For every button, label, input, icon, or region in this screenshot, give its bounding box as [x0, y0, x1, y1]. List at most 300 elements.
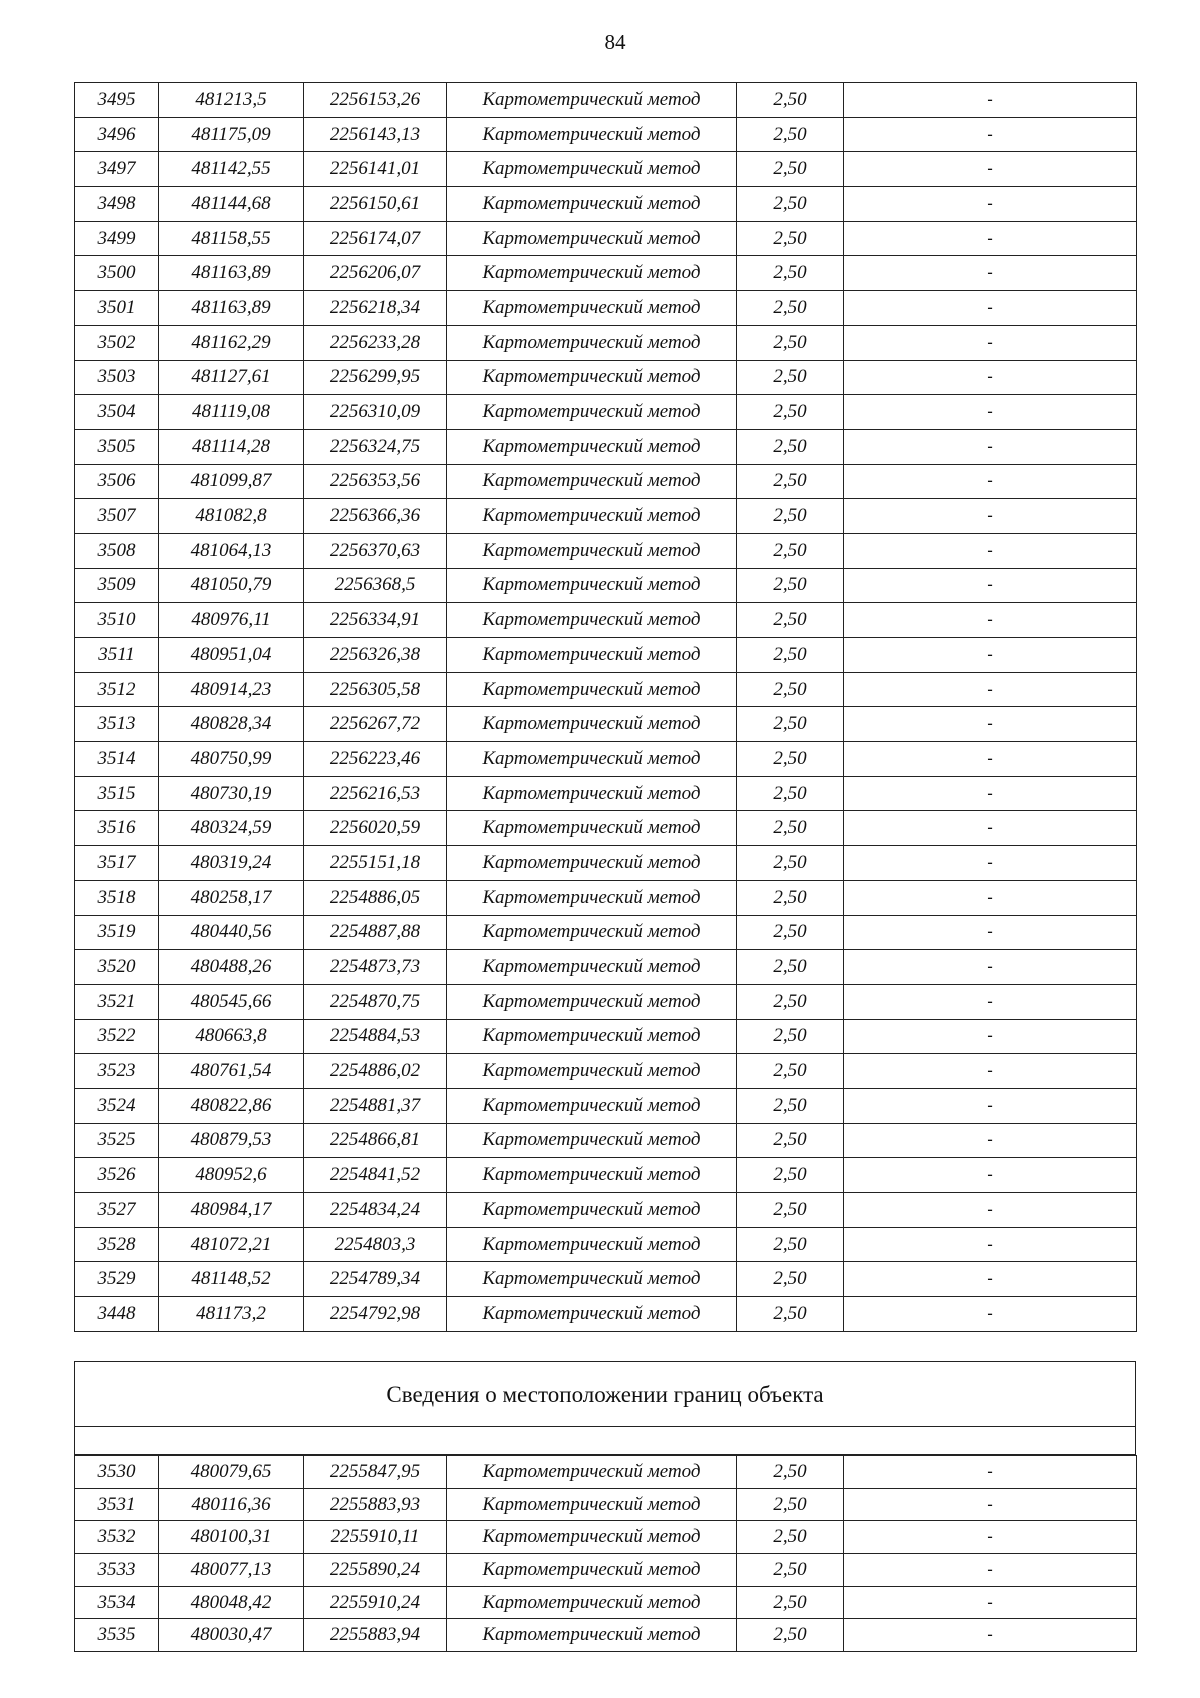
y-coordinate-cell: 2254792,98: [304, 1297, 447, 1332]
x-coordinate-cell: 480440,56: [159, 915, 304, 950]
accuracy-cell: 2,50: [737, 811, 844, 846]
note-cell: -: [844, 1488, 1137, 1521]
note-cell: -: [844, 1297, 1137, 1332]
coordinates-table-second: [74, 1455, 1137, 1652]
method-cell: Картометрический метод: [447, 811, 737, 846]
method-cell: Картометрический метод: [447, 950, 737, 985]
note-cell: -: [844, 464, 1137, 499]
x-coordinate-cell: 480116,36: [159, 1488, 304, 1521]
x-coordinate-cell: 480048,42: [159, 1586, 304, 1619]
accuracy-cell: 2,50: [737, 1619, 844, 1652]
y-coordinate-cell: 2254870,75: [304, 984, 447, 1019]
point-number-cell: 3500: [75, 256, 159, 291]
table-row: [75, 1262, 1137, 1297]
y-coordinate-cell: 2256223,46: [304, 742, 447, 777]
x-coordinate-cell: 480488,26: [159, 950, 304, 985]
note-cell: -: [844, 187, 1137, 222]
method-cell: Картометрический метод: [447, 429, 737, 464]
x-coordinate-cell: 481142,55: [159, 152, 304, 187]
accuracy-cell: 2,50: [737, 429, 844, 464]
coordinates-table: [74, 82, 1137, 1332]
accuracy-cell: 2,50: [737, 984, 844, 1019]
x-coordinate-cell: 481162,29: [159, 325, 304, 360]
accuracy-cell: 2,50: [737, 291, 844, 326]
accuracy-cell: 2,50: [737, 915, 844, 950]
point-number-cell: 3529: [75, 1262, 159, 1297]
note-cell: -: [844, 638, 1137, 673]
method-cell: Картометрический метод: [447, 1297, 737, 1332]
page-number: 84: [604, 30, 626, 54]
table-row: [75, 846, 1137, 881]
y-coordinate-cell: 2256305,58: [304, 672, 447, 707]
table-row: [75, 880, 1137, 915]
note-cell: -: [844, 1619, 1137, 1652]
y-coordinate-cell: 2254886,05: [304, 880, 447, 915]
note-cell: -: [844, 811, 1137, 846]
accuracy-cell: 2,50: [737, 1488, 844, 1521]
y-coordinate-cell: 2256366,36: [304, 499, 447, 534]
accuracy-cell: 2,50: [737, 1193, 844, 1228]
x-coordinate-cell: 481144,68: [159, 187, 304, 222]
y-coordinate-cell: 2256324,75: [304, 429, 447, 464]
table-row: [75, 83, 1137, 118]
note-cell: -: [844, 1227, 1137, 1262]
table-row: [75, 117, 1137, 152]
note-cell: -: [844, 221, 1137, 256]
y-coordinate-cell: 2254834,24: [304, 1193, 447, 1228]
note-cell: -: [844, 325, 1137, 360]
accuracy-cell: 2,50: [737, 1554, 844, 1587]
accuracy-cell: 2,50: [737, 256, 844, 291]
note-cell: -: [844, 1054, 1137, 1089]
accuracy-cell: 2,50: [737, 464, 844, 499]
y-coordinate-cell: 2256368,5: [304, 568, 447, 603]
accuracy-cell: 2,50: [737, 1586, 844, 1619]
y-coordinate-cell: 2256218,34: [304, 291, 447, 326]
point-number-cell: 3516: [75, 811, 159, 846]
x-coordinate-cell: 480258,17: [159, 880, 304, 915]
method-cell: Картометрический метод: [447, 846, 737, 881]
y-coordinate-cell: 2256020,59: [304, 811, 447, 846]
method-cell: Картометрический метод: [447, 1586, 737, 1619]
note-cell: -: [844, 1262, 1137, 1297]
method-cell: Картометрический метод: [447, 603, 737, 638]
method-cell: Картометрический метод: [447, 464, 737, 499]
section-subheader-divider: [75, 1426, 1135, 1427]
point-number-cell: 3509: [75, 568, 159, 603]
x-coordinate-cell: 481050,79: [159, 568, 304, 603]
note-cell: -: [844, 533, 1137, 568]
x-coordinate-cell: 480730,19: [159, 776, 304, 811]
accuracy-cell: 2,50: [737, 1262, 844, 1297]
accuracy-cell: 2,50: [737, 776, 844, 811]
table-row: [75, 1088, 1137, 1123]
x-coordinate-cell: 480879,53: [159, 1123, 304, 1158]
table-row: [75, 395, 1137, 430]
x-coordinate-cell: 481114,28: [159, 429, 304, 464]
y-coordinate-cell: 2256174,07: [304, 221, 447, 256]
method-cell: Картометрический метод: [447, 1456, 737, 1489]
accuracy-cell: 2,50: [737, 568, 844, 603]
y-coordinate-cell: 2255890,24: [304, 1554, 447, 1587]
method-cell: Картометрический метод: [447, 1158, 737, 1193]
method-cell: Картометрический метод: [447, 117, 737, 152]
point-number-cell: 3504: [75, 395, 159, 430]
note-cell: -: [844, 1088, 1137, 1123]
table-row: [75, 1456, 1137, 1489]
coordinates-table-second-body: [75, 1456, 1137, 1652]
method-cell: Картометрический метод: [447, 395, 737, 430]
point-number-cell: 3515: [75, 776, 159, 811]
accuracy-cell: 2,50: [737, 1521, 844, 1554]
table-row: [75, 672, 1137, 707]
accuracy-cell: 2,50: [737, 1227, 844, 1262]
x-coordinate-cell: 480951,04: [159, 638, 304, 673]
method-cell: Картометрический метод: [447, 1193, 737, 1228]
accuracy-cell: 2,50: [737, 1088, 844, 1123]
x-coordinate-cell: 480976,11: [159, 603, 304, 638]
method-cell: Картометрический метод: [447, 325, 737, 360]
note-cell: -: [844, 1554, 1137, 1587]
method-cell: Картометрический метод: [447, 1054, 737, 1089]
x-coordinate-cell: 480319,24: [159, 846, 304, 881]
method-cell: Картометрический метод: [447, 984, 737, 1019]
y-coordinate-cell: 2256150,61: [304, 187, 447, 222]
x-coordinate-cell: 481213,5: [159, 83, 304, 118]
point-number-cell: 3522: [75, 1019, 159, 1054]
table-row: [75, 1521, 1137, 1554]
method-cell: Картометрический метод: [447, 1123, 737, 1158]
point-number-cell: 3535: [75, 1619, 159, 1652]
point-number-cell: 3499: [75, 221, 159, 256]
note-cell: -: [844, 1158, 1137, 1193]
method-cell: Картометрический метод: [447, 707, 737, 742]
accuracy-cell: 2,50: [737, 325, 844, 360]
table-row: [75, 638, 1137, 673]
point-number-cell: 3532: [75, 1521, 159, 1554]
y-coordinate-cell: 2256310,09: [304, 395, 447, 430]
y-coordinate-cell: 2256233,28: [304, 325, 447, 360]
table-row: [75, 1054, 1137, 1089]
point-number-cell: 3513: [75, 707, 159, 742]
y-coordinate-cell: 2254873,73: [304, 950, 447, 985]
point-number-cell: 3514: [75, 742, 159, 777]
y-coordinate-cell: 2254887,88: [304, 915, 447, 950]
method-cell: Картометрический метод: [447, 360, 737, 395]
point-number-cell: 3503: [75, 360, 159, 395]
point-number-cell: 3518: [75, 880, 159, 915]
method-cell: Картометрический метод: [447, 1019, 737, 1054]
x-coordinate-cell: 480984,17: [159, 1193, 304, 1228]
point-number-cell: 3506: [75, 464, 159, 499]
note-cell: -: [844, 499, 1137, 534]
table-row: [75, 360, 1137, 395]
point-number-cell: 3528: [75, 1227, 159, 1262]
note-cell: -: [844, 742, 1137, 777]
x-coordinate-cell: 481127,61: [159, 360, 304, 395]
table-row: [75, 1019, 1137, 1054]
method-cell: Картометрический метод: [447, 533, 737, 568]
table-row: [75, 603, 1137, 638]
accuracy-cell: 2,50: [737, 846, 844, 881]
note-cell: -: [844, 395, 1137, 430]
method-cell: Картометрический метод: [447, 1521, 737, 1554]
note-cell: -: [844, 1193, 1137, 1228]
method-cell: Картометрический метод: [447, 638, 737, 673]
accuracy-cell: 2,50: [737, 117, 844, 152]
note-cell: -: [844, 429, 1137, 464]
y-coordinate-cell: 2254803,3: [304, 1227, 447, 1262]
point-number-cell: 3502: [75, 325, 159, 360]
accuracy-cell: 2,50: [737, 1054, 844, 1089]
method-cell: Картометрический метод: [447, 742, 737, 777]
note-cell: -: [844, 291, 1137, 326]
method-cell: Картометрический метод: [447, 915, 737, 950]
accuracy-cell: 2,50: [737, 672, 844, 707]
method-cell: Картометрический метод: [447, 672, 737, 707]
x-coordinate-cell: 481158,55: [159, 221, 304, 256]
x-coordinate-cell: 481099,87: [159, 464, 304, 499]
accuracy-cell: 2,50: [737, 707, 844, 742]
x-coordinate-cell: 480822,86: [159, 1088, 304, 1123]
accuracy-cell: 2,50: [737, 152, 844, 187]
point-number-cell: 3507: [75, 499, 159, 534]
accuracy-cell: 2,50: [737, 187, 844, 222]
note-cell: -: [844, 1521, 1137, 1554]
x-coordinate-cell: 481163,89: [159, 256, 304, 291]
x-coordinate-cell: 480952,6: [159, 1158, 304, 1193]
method-cell: Картометрический метод: [447, 880, 737, 915]
table-row: [75, 1297, 1137, 1332]
y-coordinate-cell: 2256370,63: [304, 533, 447, 568]
point-number-cell: 3498: [75, 187, 159, 222]
table-row: [75, 1227, 1137, 1262]
y-coordinate-cell: 2255847,95: [304, 1456, 447, 1489]
accuracy-cell: 2,50: [737, 880, 844, 915]
method-cell: Картометрический метод: [447, 256, 737, 291]
point-number-cell: 3531: [75, 1488, 159, 1521]
method-cell: Картометрический метод: [447, 83, 737, 118]
point-number-cell: 3525: [75, 1123, 159, 1158]
section-header: [74, 1361, 1136, 1455]
x-coordinate-cell: 481148,52: [159, 1262, 304, 1297]
note-cell: -: [844, 672, 1137, 707]
table-row: [75, 325, 1137, 360]
y-coordinate-cell: 2254789,34: [304, 1262, 447, 1297]
method-cell: Картометрический метод: [447, 1488, 737, 1521]
coordinates-table-body: [75, 83, 1137, 1332]
point-number-cell: 3534: [75, 1586, 159, 1619]
y-coordinate-cell: 2254866,81: [304, 1123, 447, 1158]
accuracy-cell: 2,50: [737, 395, 844, 430]
table-row: [75, 915, 1137, 950]
y-coordinate-cell: 2256334,91: [304, 603, 447, 638]
x-coordinate-cell: 480545,66: [159, 984, 304, 1019]
table-row: [75, 742, 1137, 777]
table-row: [75, 1158, 1137, 1193]
point-number-cell: 3530: [75, 1456, 159, 1489]
point-number-cell: 3524: [75, 1088, 159, 1123]
point-number-cell: 3523: [75, 1054, 159, 1089]
table-row: [75, 221, 1137, 256]
y-coordinate-cell: 2256216,53: [304, 776, 447, 811]
y-coordinate-cell: 2256267,72: [304, 707, 447, 742]
point-number-cell: 3501: [75, 291, 159, 326]
point-number-cell: 3448: [75, 1297, 159, 1332]
x-coordinate-cell: 480079,65: [159, 1456, 304, 1489]
y-coordinate-cell: 2255883,93: [304, 1488, 447, 1521]
x-coordinate-cell: 480100,31: [159, 1521, 304, 1554]
point-number-cell: 3512: [75, 672, 159, 707]
note-cell: -: [844, 950, 1137, 985]
point-number-cell: 3533: [75, 1554, 159, 1587]
x-coordinate-cell: 481175,09: [159, 117, 304, 152]
note-cell: -: [844, 152, 1137, 187]
table-row: [75, 256, 1137, 291]
point-number-cell: 3510: [75, 603, 159, 638]
accuracy-cell: 2,50: [737, 1158, 844, 1193]
y-coordinate-cell: 2254881,37: [304, 1088, 447, 1123]
note-cell: -: [844, 568, 1137, 603]
y-coordinate-cell: 2255910,24: [304, 1586, 447, 1619]
method-cell: Картометрический метод: [447, 1554, 737, 1587]
accuracy-cell: 2,50: [737, 1019, 844, 1054]
table-row: [75, 1619, 1137, 1652]
point-number-cell: 3505: [75, 429, 159, 464]
y-coordinate-cell: 2256141,01: [304, 152, 447, 187]
note-cell: -: [844, 1456, 1137, 1489]
y-coordinate-cell: 2256326,38: [304, 638, 447, 673]
table-row: [75, 291, 1137, 326]
method-cell: Картометрический метод: [447, 1227, 737, 1262]
x-coordinate-cell: 481119,08: [159, 395, 304, 430]
accuracy-cell: 2,50: [737, 603, 844, 638]
note-cell: -: [844, 117, 1137, 152]
table-row: [75, 464, 1137, 499]
table-row: [75, 152, 1137, 187]
method-cell: Картометрический метод: [447, 152, 737, 187]
x-coordinate-cell: 481064,13: [159, 533, 304, 568]
method-cell: Картометрический метод: [447, 187, 737, 222]
x-coordinate-cell: 480750,99: [159, 742, 304, 777]
table-row: [75, 499, 1137, 534]
table-row: [75, 429, 1137, 464]
x-coordinate-cell: 480828,34: [159, 707, 304, 742]
method-cell: Картометрический метод: [447, 291, 737, 326]
accuracy-cell: 2,50: [737, 83, 844, 118]
accuracy-cell: 2,50: [737, 638, 844, 673]
point-number-cell: 3495: [75, 83, 159, 118]
point-number-cell: 3521: [75, 984, 159, 1019]
x-coordinate-cell: 481163,89: [159, 291, 304, 326]
method-cell: Картометрический метод: [447, 1088, 737, 1123]
y-coordinate-cell: 2256206,07: [304, 256, 447, 291]
y-coordinate-cell: 2255910,11: [304, 1521, 447, 1554]
method-cell: Картометрический метод: [447, 568, 737, 603]
y-coordinate-cell: 2254886,02: [304, 1054, 447, 1089]
y-coordinate-cell: 2254841,52: [304, 1158, 447, 1193]
x-coordinate-cell: 480030,47: [159, 1619, 304, 1652]
note-cell: -: [844, 256, 1137, 291]
method-cell: Картометрический метод: [447, 1262, 737, 1297]
accuracy-cell: 2,50: [737, 1456, 844, 1489]
x-coordinate-cell: 480324,59: [159, 811, 304, 846]
method-cell: Картометрический метод: [447, 776, 737, 811]
table-row: [75, 187, 1137, 222]
point-number-cell: 3508: [75, 533, 159, 568]
point-number-cell: 3519: [75, 915, 159, 950]
note-cell: -: [844, 83, 1137, 118]
note-cell: -: [844, 1586, 1137, 1619]
table-row: [75, 533, 1137, 568]
accuracy-cell: 2,50: [737, 221, 844, 256]
table-row: [75, 1123, 1137, 1158]
y-coordinate-cell: 2256143,13: [304, 117, 447, 152]
point-number-cell: 3496: [75, 117, 159, 152]
point-number-cell: 3497: [75, 152, 159, 187]
accuracy-cell: 2,50: [737, 533, 844, 568]
method-cell: Картометрический метод: [447, 1619, 737, 1652]
note-cell: -: [844, 776, 1137, 811]
note-cell: -: [844, 360, 1137, 395]
accuracy-cell: 2,50: [737, 1297, 844, 1332]
table-row: [75, 1586, 1137, 1619]
note-cell: -: [844, 1123, 1137, 1158]
note-cell: -: [844, 846, 1137, 881]
table-row: [75, 707, 1137, 742]
note-cell: -: [844, 1019, 1137, 1054]
table-row: [75, 1554, 1137, 1587]
note-cell: -: [844, 880, 1137, 915]
table-row: [75, 950, 1137, 985]
accuracy-cell: 2,50: [737, 950, 844, 985]
x-coordinate-cell: 480663,8: [159, 1019, 304, 1054]
method-cell: Картометрический метод: [447, 221, 737, 256]
x-coordinate-cell: 481072,21: [159, 1227, 304, 1262]
y-coordinate-cell: 2255883,94: [304, 1619, 447, 1652]
table-row: [75, 568, 1137, 603]
point-number-cell: 3517: [75, 846, 159, 881]
note-cell: -: [844, 603, 1137, 638]
accuracy-cell: 2,50: [737, 1123, 844, 1158]
y-coordinate-cell: 2256353,56: [304, 464, 447, 499]
x-coordinate-cell: 481173,2: [159, 1297, 304, 1332]
y-coordinate-cell: 2256153,26: [304, 83, 447, 118]
table-row: [75, 811, 1137, 846]
table-row: [75, 1193, 1137, 1228]
method-cell: Картометрический метод: [447, 499, 737, 534]
point-number-cell: 3520: [75, 950, 159, 985]
y-coordinate-cell: 2254884,53: [304, 1019, 447, 1054]
table-row: [75, 776, 1137, 811]
y-coordinate-cell: 2256299,95: [304, 360, 447, 395]
y-coordinate-cell: 2255151,18: [304, 846, 447, 881]
section-title: Сведения о местоположении границ объекта: [386, 1382, 824, 1407]
x-coordinate-cell: 480077,13: [159, 1554, 304, 1587]
accuracy-cell: 2,50: [737, 360, 844, 395]
table-row: [75, 1488, 1137, 1521]
note-cell: -: [844, 707, 1137, 742]
note-cell: -: [844, 915, 1137, 950]
point-number-cell: 3511: [75, 638, 159, 673]
point-number-cell: 3527: [75, 1193, 159, 1228]
x-coordinate-cell: 480914,23: [159, 672, 304, 707]
point-number-cell: 3526: [75, 1158, 159, 1193]
x-coordinate-cell: 480761,54: [159, 1054, 304, 1089]
x-coordinate-cell: 481082,8: [159, 499, 304, 534]
accuracy-cell: 2,50: [737, 742, 844, 777]
accuracy-cell: 2,50: [737, 499, 844, 534]
